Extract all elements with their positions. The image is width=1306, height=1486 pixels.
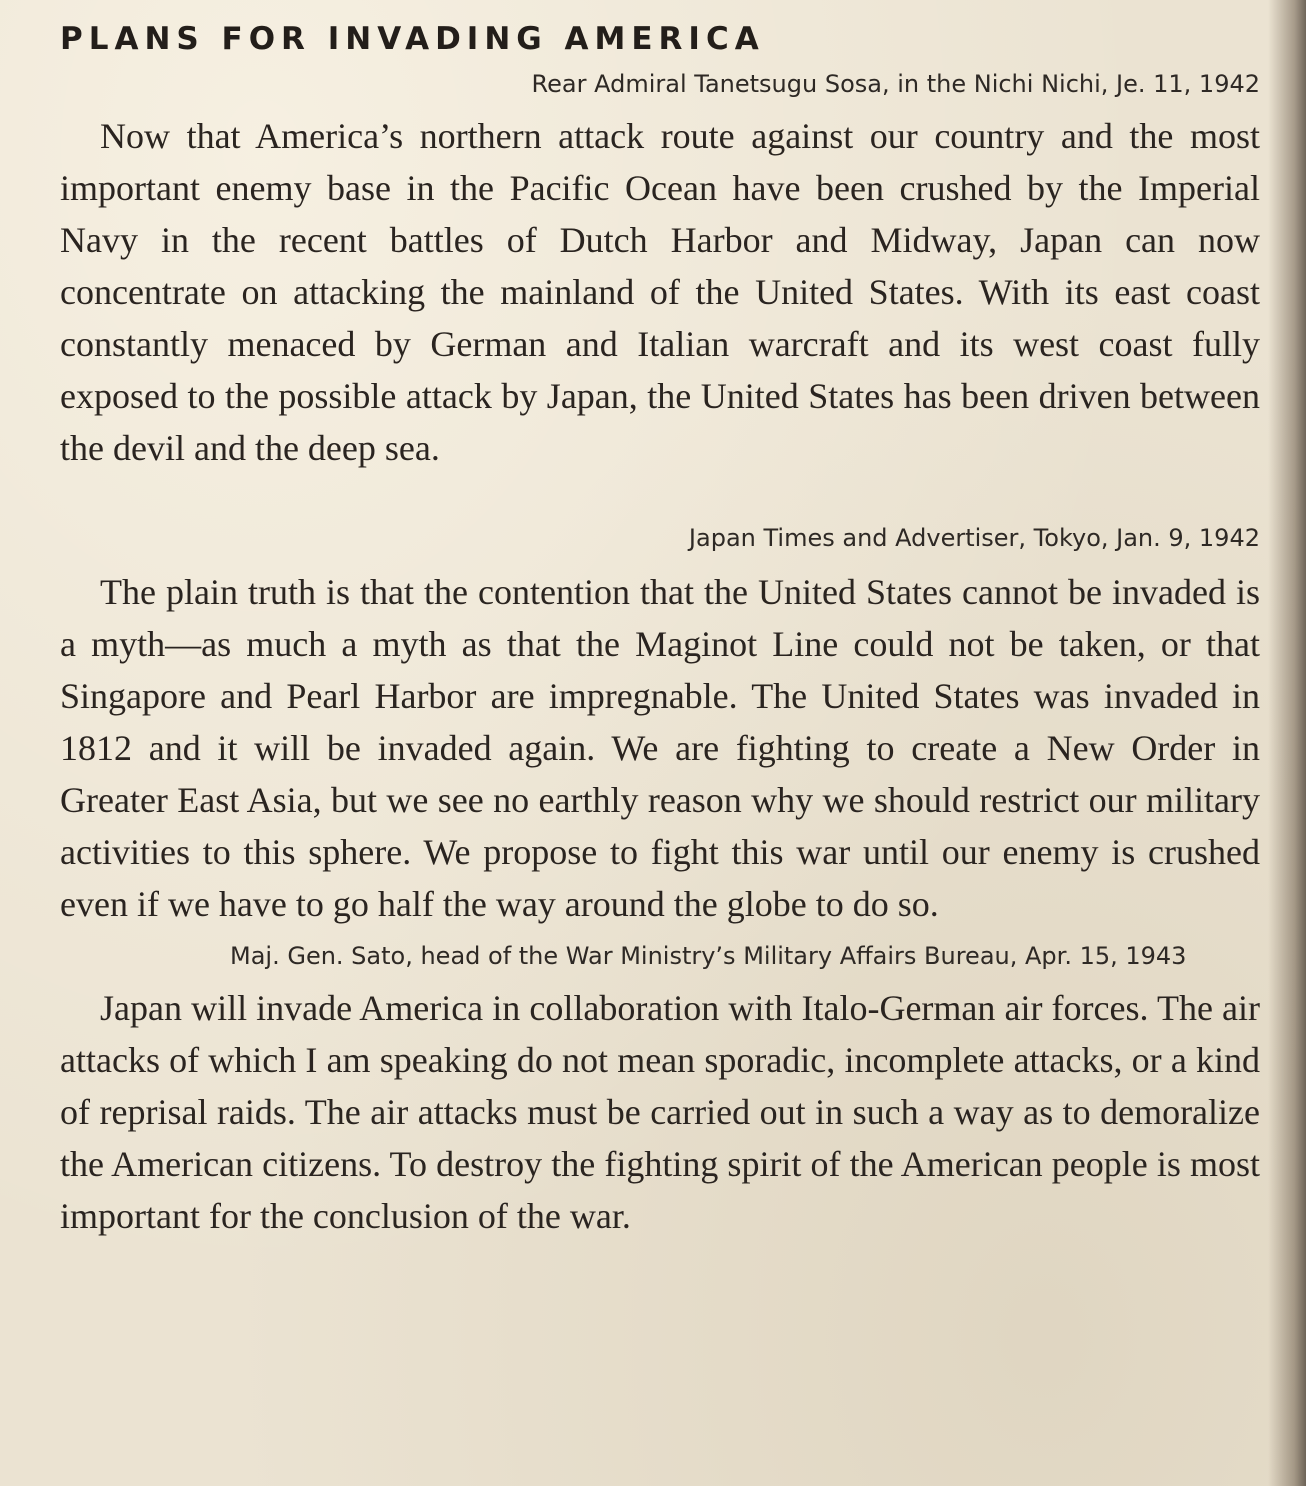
book-page	[60, 14, 1260, 1242]
section-heading: PLANS FOR INVADING AMERICA	[60, 21, 765, 57]
quote-text-2: The plain truth is that the contention that the United States cannot be invaded is a myth—as much a myth as that the Maginot Line could not be taken, or that Singapore and Pearl Harbor are impregnable. The United States was invaded in 1812 and it will be invaded again. We are fighting to create a New Order in Greater East Asia, but we see no earthly reason why we should restrict our military activities to this sphere. We propose to fight this war until our enemy is crushed even if we have to go half the way around the globe to do so.	[60, 572, 1260, 924]
quote-source-3: Maj. Gen. Sato, head of the War Ministry’s Military Affairs Bureau, Apr. 15, 1943	[230, 942, 1187, 970]
quote-source-1: Rear Admiral Tanetsugu Sosa, in the Nichi Nichi, Je. 11, 1942	[531, 70, 1260, 98]
page-edge-shadow	[1268, 0, 1306, 1486]
quote-text-1: Now that America’s northern attack route against our country and the most important enemy base in the Pacific Ocean have been crushed by the Imperial Navy in the recent battles of Dutch Harbor and Midway, Japan can now concentrate on attacking the mainland of the United States. With its east coast constantly menaced by German and Italian warcraft and its west coast fully exposed to the possible attack by Japan, the United States has been driven between the devil and the deep sea.	[60, 116, 1260, 468]
quote-text-3: Japan will invade America in collaboration with Italo-German air forces. The air attacks of which I am speaking do not mean sporadic, incomplete attacks, or a kind of reprisal raids. The air attacks must be carried out in such a way as to demoralize the American citizens. To destroy the fighting spirit of the American people is most important for the conclusion of the war.	[60, 988, 1260, 1236]
quote-source-2: Japan Times and Advertiser, Tokyo, Jan. 9, 1942	[688, 524, 1260, 552]
